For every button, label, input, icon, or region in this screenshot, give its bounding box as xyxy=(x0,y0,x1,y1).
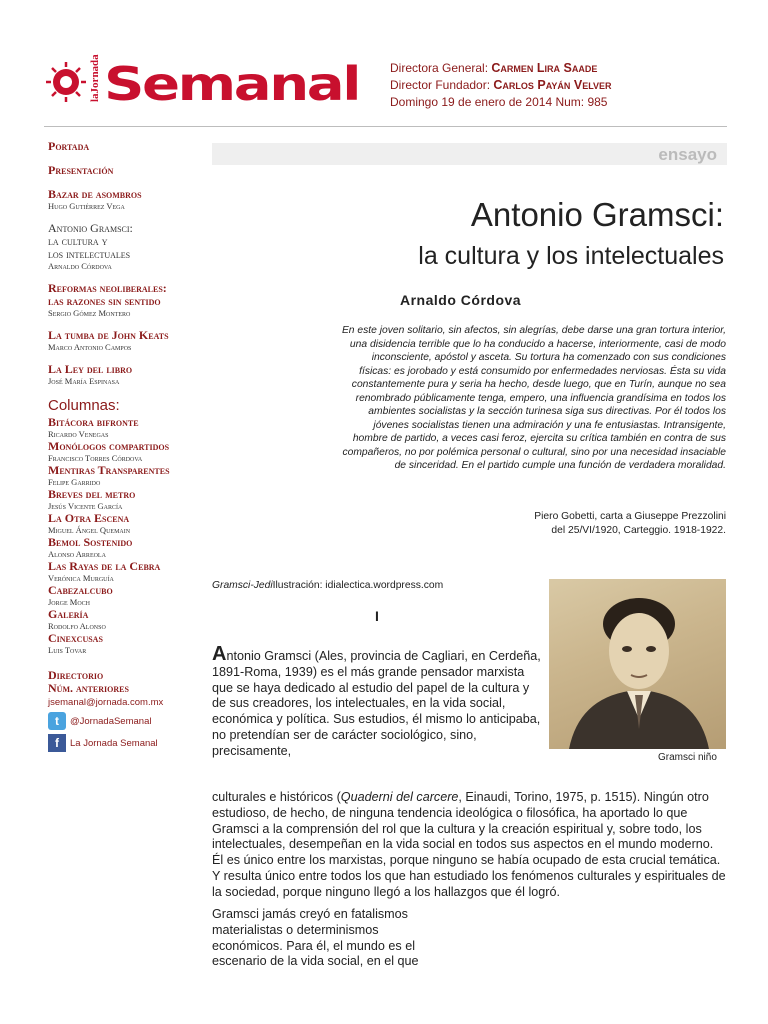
section-number: I xyxy=(375,608,379,624)
column-author: Verónica Murguía xyxy=(48,573,114,583)
column-author: Rodolfo Alonso xyxy=(48,621,106,631)
fundador-label: Director Fundador: xyxy=(390,78,494,92)
columnas-heading: Columnas: xyxy=(48,397,120,414)
column-title[interactable]: Cinexcusas xyxy=(48,631,103,645)
column-title[interactable]: Cabezalcubo xyxy=(48,583,113,597)
epigraph-source-line: Piero Gobetti, carta a Giuseppe Prezzolini xyxy=(534,511,726,522)
sidebar-item-label[interactable]: La tumba de John Keats xyxy=(48,328,169,342)
column-item[interactable] xyxy=(48,632,208,655)
sidebar-item-gramsci-current xyxy=(48,222,208,271)
logo-small-text: laJornada xyxy=(89,54,101,102)
sidebar-item-label: los intelectuales xyxy=(48,247,131,261)
paragraph-2: Gramsci jamás creyó en fatalismos materialistas o determinismos económicos. Para él, el mundo es el escenario de la vida social, en el que xyxy=(212,907,419,969)
facebook-link[interactable] xyxy=(48,734,208,752)
article-title: Antonio Gramsci: xyxy=(470,196,724,233)
column-item[interactable] xyxy=(48,416,208,439)
article-author: Arnaldo Córdova xyxy=(400,292,522,308)
paragraph-text: culturales e históricos ( xyxy=(212,790,341,804)
column-author: Jorge Moch xyxy=(48,597,90,607)
column-author: Jesús Vicente García xyxy=(48,501,123,511)
sidebar-item-author: Sergio Gómez Montero xyxy=(48,308,131,318)
epigraph: En este joven solitario, sin afectos, sin alegrías, debe darse una gran tortura interior, una disidencia terrible que lo ha conducido a hacerse, interiormente, casi de modo inconsciente, apóstol y asceta. Su tortura ha comenzado con sus condiciones físicas: es jorobado y está consumido por enfermedades nerviosas. Ésta su vida constantemente pura y seria ha hecho, desde luego, que en Turín, aunque no sea renombrado públicamente tenga, empero, una influencia grandísima en todos los ambientes socialistas y la sección turinesa siga sus directivas. Por él todos los jóvenes socialistas tienen una admiración y una fe entusiastas. Intransigente, hombre de partido, a veces casi feroz, ejercita su crítica también en contra de sus compañeros, no por polémica personal o cultural, sino por una necesidad insaciable de sinceridad. En el partido cumple una función de verdadera moralidad. xyxy=(341,325,726,471)
column-item[interactable] xyxy=(48,488,208,511)
paragraph-1-top xyxy=(212,643,542,760)
issue-date: Domingo 19 de enero de 2014 Num: 985 xyxy=(390,95,608,109)
sidebar-item-label[interactable]: La Ley del libro xyxy=(48,362,133,376)
sidebar-item-label[interactable]: Reformas neoliberales: xyxy=(48,281,167,295)
sidebar-item-label: Antonio Gramsci: xyxy=(48,221,133,235)
sidebar-item-author: Arnaldo Córdova xyxy=(48,261,112,271)
column-author: Felipe Garrido xyxy=(48,477,101,487)
paragraph-1-bottom xyxy=(212,790,727,901)
column-item[interactable] xyxy=(48,464,208,487)
twitter-link[interactable] xyxy=(48,712,208,730)
anteriores-link[interactable]: Núm. anteriores xyxy=(48,681,129,695)
epigraph-source xyxy=(534,510,726,537)
column-title[interactable]: Monólogos compartidos xyxy=(48,439,170,453)
column-author: Miguel Ángel Quemain xyxy=(48,525,131,535)
sidebar-item-bazar[interactable] xyxy=(48,188,208,211)
column-title[interactable]: Bemol Sostenido xyxy=(48,535,133,549)
directorio-block xyxy=(48,669,208,752)
fundador-name: Carlos Payán Velver xyxy=(493,78,612,92)
sidebar-item-label[interactable]: las razones sin sentido xyxy=(48,294,161,308)
column-author: Alonso Arreola xyxy=(48,549,106,559)
epigraph-source-line: del 25/VI/1920, Carteggio. 1918-1922. xyxy=(551,524,726,536)
sidebar-item-label: la cultura y xyxy=(48,234,108,248)
column-author: Ricardo Venegas xyxy=(48,429,109,439)
gramsci-photo xyxy=(549,579,726,749)
sidebar-item-reformas[interactable] xyxy=(48,282,208,318)
masthead-info xyxy=(390,60,612,111)
jornada-semanal-logo[interactable] xyxy=(44,44,364,114)
sidebar-item-label[interactable]: Presentación xyxy=(48,163,114,177)
facebook-icon: f xyxy=(48,734,66,752)
directora-label: Directora General: xyxy=(390,61,492,75)
column-item[interactable] xyxy=(48,440,208,463)
directora-name: Carmen Lira Saade xyxy=(491,61,598,75)
sidebar-item-author: Hugo Gutiérrez Vega xyxy=(48,201,125,211)
illustration-caption xyxy=(212,580,443,591)
sidebar-item-label[interactable]: Portada xyxy=(48,139,90,153)
logo-main-text: Semanal xyxy=(104,57,359,111)
sidebar-item-ley-libro[interactable] xyxy=(48,363,208,386)
column-item[interactable] xyxy=(48,584,208,607)
column-title[interactable]: Breves del metro xyxy=(48,487,136,501)
column-title[interactable]: La Otra Escena xyxy=(48,511,130,525)
paragraph-text: , Einaudi, Torino, 1975, p. 1515). Ningún otro estudioso, de hecho, de ninguna tendencia ideológica o filosófica, ha aportado lo que Gramsci a la comprensión del rol que la cultura y la creación espiritual y, sobre todo, los intelectuales, desempeñan en la vida social en todos sus aspectos en el mundo moderno. Él es único entre los marxistas, porque ninguno se había ocupado de esta crucial temática. Y resulta único entre todos los que han estudiado los fenómenos culturales y espirituales de la sociedad, porque ninguno llegó a los hallazgos que él logró. xyxy=(212,790,726,899)
column-item[interactable] xyxy=(48,536,208,559)
column-author: Francisco Torres Córdova xyxy=(48,453,143,463)
column-title[interactable]: Galería xyxy=(48,607,89,621)
twitter-label: @JornadaSemanal xyxy=(70,715,152,727)
section-label: ensayo xyxy=(658,145,717,164)
column-item[interactable] xyxy=(48,560,208,583)
sidebar-item-label[interactable]: Bazar de asombros xyxy=(48,187,142,201)
drop-cap: A xyxy=(212,643,227,665)
column-title[interactable]: Las Rayas de la Cebra xyxy=(48,559,161,573)
photo-caption: Gramsci niño xyxy=(658,752,717,763)
illustration-title: Gramsci-Jedi xyxy=(212,580,273,591)
masthead-divider xyxy=(44,126,727,127)
paragraph-text: ntonio Gramsci (Ales, provincia de Cagliari, en Cerdeña, 1891-Roma, 1939) es el más grande pensador marxista que se haya dedicado al estudio del papel de la cultura y de sus creadores, los intelectuales, en la vida social, económica y política. Sus estudios, él mismo lo anticipaba, no pretendían ser de carácter sociológico, sino, precisamente, xyxy=(212,649,541,758)
book-title: Quaderni del carcere xyxy=(340,790,459,804)
section-bar xyxy=(212,143,727,165)
sidebar-item-keats[interactable] xyxy=(48,329,208,352)
column-title[interactable]: Mentiras Transparentes xyxy=(48,463,170,477)
sidebar-item-author: Marco Antonio Campos xyxy=(48,342,132,352)
column-title[interactable]: Bitácora bifronte xyxy=(48,415,139,429)
sidebar-item-portada[interactable] xyxy=(48,140,208,153)
column-item[interactable] xyxy=(48,512,208,535)
email-link[interactable]: jsemanal@jornada.com.mx xyxy=(48,697,164,708)
illustration-credit: Ilustración: idialectica.wordpress.com xyxy=(272,580,444,591)
facebook-label: La Jornada Semanal xyxy=(70,737,158,749)
directorio-link[interactable]: Directorio xyxy=(48,668,104,682)
sidebar-item-presentacion[interactable] xyxy=(48,164,208,177)
sidebar-nav xyxy=(48,140,208,752)
article-subtitle: la cultura y los intelectuales xyxy=(418,242,724,270)
column-author: Luis Tovar xyxy=(48,645,87,655)
column-item[interactable] xyxy=(48,608,208,631)
sun-logo-icon xyxy=(46,62,86,102)
twitter-icon: t xyxy=(48,712,66,730)
sidebar-item-author: José María Espinasa xyxy=(48,376,120,386)
